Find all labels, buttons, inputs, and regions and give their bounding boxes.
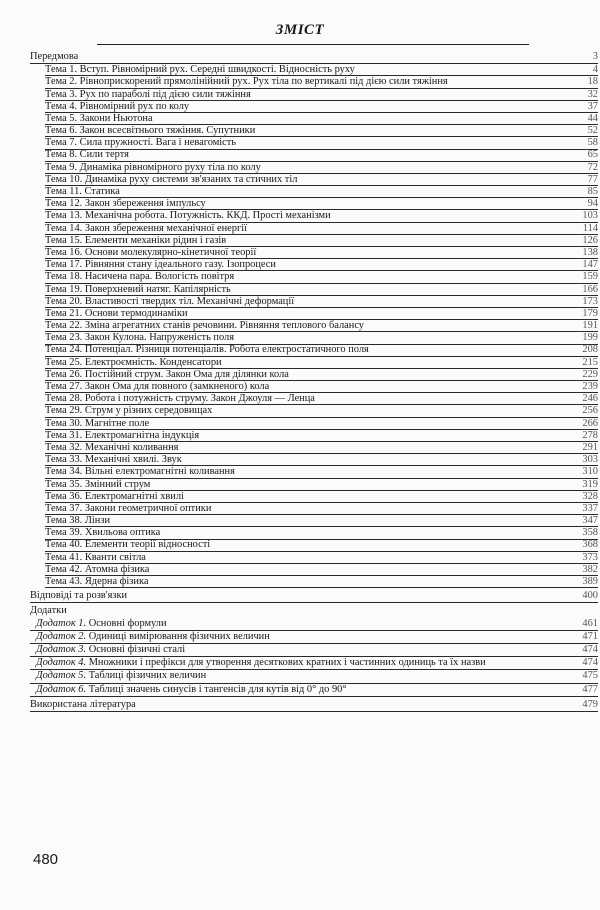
toc-entry-page: 159	[582, 271, 598, 283]
toc-entry-title: Тема 8. Сили тертя	[45, 149, 129, 161]
toc-entry	[30, 64, 598, 76]
toc-entry	[30, 198, 598, 210]
toc-entry-page: 65	[587, 149, 598, 161]
toc-entry	[30, 223, 598, 235]
toc-entry-title: Тема 27. Закон Ома для повного (замкненого) кола	[45, 381, 270, 393]
toc-entry-title: Тема 18. Насичена пара. Вологість повітря	[45, 271, 235, 283]
toc-entry-title: Тема 13. Механічна робота. Потужність. ККД. Прості механізми	[45, 210, 331, 222]
toc-entry	[30, 479, 598, 491]
toc-entry	[30, 657, 598, 670]
table-of-contents	[30, 51, 598, 712]
toc-entry-page: 474	[582, 643, 598, 655]
toc-entry	[30, 345, 598, 357]
toc-entry-page: 3	[592, 50, 598, 62]
toc-entry-title: Тема 17. Рівняння стану ідеального газу. Ізопроцеси	[45, 259, 276, 271]
appendix-prefix: Додаток 5.	[36, 670, 87, 682]
toc-entry-title: Тема 34. Вільні електромагнітні коливання	[45, 466, 235, 478]
toc-entry-title: Тема 29. Струм у різних середовищах	[45, 405, 213, 417]
toc-entry-page: 147	[582, 259, 598, 271]
appendix-prefix: Додаток 6.	[36, 683, 87, 695]
toc-entry	[30, 684, 598, 697]
toc-entry-title: Тема 19. Поверхневий натяг. Капілярність	[45, 283, 231, 295]
toc-entry	[30, 320, 598, 332]
toc-entry	[30, 644, 598, 657]
toc-entry-page: 347	[582, 515, 598, 527]
toc-entry-title: Тема 1. Вступ. Рівномірний рух. Середні швидкості. Відносність руху	[45, 64, 355, 76]
toc-entry-title: Тема 26. Постійний струм. Закон Ома для ділянки кола	[45, 368, 289, 380]
toc-entry	[30, 491, 598, 503]
toc-entry	[30, 552, 598, 564]
toc-entry-title: Тема 11. Статика	[45, 186, 120, 198]
toc-entry	[30, 76, 598, 88]
toc-entry-title: Додаток 2. Одиниці вимірювання фізичних величин	[36, 630, 270, 642]
toc-entry-title: Тема 20. Властивості твердих тіл. Механічні деформації	[45, 295, 295, 307]
toc-entry	[30, 576, 598, 588]
page-title: ЗМІСТ	[275, 22, 325, 38]
toc-entry-page: 319	[582, 478, 598, 490]
toc-entry-page: 85	[587, 186, 598, 198]
toc-entry-title: Тема 25. Електроємність. Конденсатори	[45, 356, 222, 368]
toc-entry-title: Тема 7. Сила пружності. Вага і невагомість	[45, 137, 237, 149]
appendix-prefix: Додаток 2.	[36, 630, 87, 642]
toc-entry	[30, 51, 598, 64]
toc-entry	[30, 369, 598, 381]
toc-entry	[30, 527, 598, 539]
toc-entry-page: 4	[592, 64, 598, 76]
toc-entry-page: 389	[582, 576, 598, 588]
toc-entry-title: Тема 35. Змінний струм	[45, 478, 151, 490]
toc-entry-title: Тема 32. Механічні коливання	[45, 441, 179, 453]
toc-entry	[30, 631, 598, 644]
toc-entry-page: 199	[582, 332, 598, 344]
toc-entry	[30, 332, 598, 344]
toc-entry-page: 239	[582, 381, 598, 393]
toc-entry-title: Тема 36. Електромагнітні хвилі	[45, 490, 184, 502]
toc-entry-title: Тема 4. Рівномірний рух по колу	[45, 100, 190, 112]
toc-entry-title: Тема 37. Закони геометричної оптики	[45, 502, 212, 514]
toc-entry	[30, 605, 598, 617]
toc-entry-title: Додаток 3. Основні фізичні сталі	[36, 643, 186, 655]
toc-entry-title: Відповіді та розв'язки	[30, 590, 128, 602]
toc-entry	[30, 442, 598, 454]
toc-entry-title: Тема 38. Лінзи	[45, 515, 111, 527]
toc-entry-title: Тема 33. Механічні хвилі. Звук	[45, 454, 182, 466]
toc-entry	[30, 515, 598, 527]
toc-entry-title: Тема 39. Хвильова оптика	[45, 527, 161, 539]
toc-entry-page: 138	[582, 246, 598, 258]
toc-entry-title: Тема 30. Магнітне поле	[45, 417, 150, 429]
toc-entry-title: Додаток 4. Множники і префікси для утворення десяткових кратних і частинних одиниць та їх назви	[36, 657, 486, 669]
appendix-prefix: Додаток 3.	[36, 643, 87, 655]
toc-entry-page: 479	[582, 698, 598, 710]
toc-entry-title: Тема 42. Атомна фізика	[45, 563, 150, 575]
toc-entry-title: Додаток 1. Основні формули	[36, 617, 167, 629]
toc-entry-page: 471	[582, 630, 598, 642]
toc-entry-page: 474	[582, 657, 598, 669]
toc-entry	[30, 618, 598, 631]
toc-entry	[30, 466, 598, 478]
toc-entry-page: 291	[582, 441, 598, 453]
toc-entry	[30, 284, 598, 296]
toc-entry	[30, 247, 598, 259]
toc-entry-title: Тема 12. Закон збереження імпульсу	[45, 198, 206, 210]
toc-entry-page: 328	[582, 490, 598, 502]
toc-entry-page: 215	[582, 356, 598, 368]
toc-entry	[30, 454, 598, 466]
toc-entry-title: Додаток 6. Таблиці значень синусів і тангенсів для кутів від 0° до 90°	[36, 683, 347, 695]
toc-entry-page: 94	[587, 198, 598, 210]
toc-entry-title: Тема 14. Закон збереження механічної енергії	[45, 222, 248, 234]
toc-entry-page: 166	[582, 283, 598, 295]
toc-entry	[30, 308, 598, 320]
toc-entry	[30, 235, 598, 247]
toc-entry-page: 382	[582, 563, 598, 575]
toc-entry-page: 18	[587, 76, 598, 88]
appendix-prefix: Додаток 1.	[36, 617, 87, 629]
toc-entry	[30, 137, 598, 149]
toc-entry	[30, 89, 598, 101]
toc-entry-title: Тема 21. Основи термодинаміки	[45, 307, 188, 319]
toc-entry-title: Тема 9. Динаміка рівномірного руху тіла по колу	[45, 161, 261, 173]
toc-entry	[30, 670, 598, 683]
toc-entry-page: 44	[587, 112, 598, 124]
toc-entry-page: 208	[582, 344, 598, 356]
toc-entry-page: 368	[582, 539, 598, 551]
toc-entry	[30, 150, 598, 162]
toc-entry-title: Тема 15. Елементи механіки рідин і газів	[45, 234, 227, 246]
toc-entry-page: 103	[582, 210, 598, 222]
toc-entry-page: 126	[582, 234, 598, 246]
toc-entry	[30, 699, 598, 712]
toc-entry	[30, 357, 598, 369]
toc-entry-title: Використана література	[30, 698, 136, 710]
toc-entry-title: Тема 40. Елементи теорії відносності	[45, 539, 211, 551]
toc-entry-page: 358	[582, 527, 598, 539]
toc-entry	[30, 210, 598, 222]
toc-entry-title: Тема 5. Закони Ньютона	[45, 112, 153, 124]
toc-entry	[30, 271, 598, 283]
toc-entry-page: 475	[582, 670, 598, 682]
toc-entry	[30, 113, 598, 125]
toc-entry	[30, 186, 598, 198]
toc-entry	[30, 540, 598, 552]
toc-entry-title: Тема 3. Рух по параболі під дією сили тяжіння	[45, 88, 251, 100]
toc-entry-page: 266	[582, 417, 598, 429]
toc-entry-title: Тема 10. Динаміка руху системи зв'язаних та стичних тіл	[45, 173, 298, 185]
toc-entry-title: Додатки	[30, 605, 67, 617]
toc-entry-page: 400	[582, 590, 598, 602]
toc-entry-title: Тема 28. Робота і потужність струму. Закон Джоуля — Ленца	[45, 393, 315, 405]
toc-entry	[30, 162, 598, 174]
toc-entry	[30, 101, 598, 113]
toc-entry-page: 310	[582, 466, 598, 478]
title-underline	[97, 44, 529, 45]
toc-entry-title: Тема 43. Ядерна фізика	[45, 576, 149, 588]
toc-entry-title: Тема 16. Основи молекулярно-кінетичної теорії	[45, 246, 257, 258]
toc-entry	[30, 381, 598, 393]
toc-entry-page: 77	[587, 173, 598, 185]
toc-entry-page: 114	[582, 222, 598, 234]
toc-entry-title: Тема 31. Електромагнітна індукція	[45, 429, 200, 441]
toc-entry-page: 373	[582, 551, 598, 563]
toc-entry	[30, 590, 598, 603]
toc-entry-page: 72	[587, 161, 598, 173]
toc-entry-title: Додаток 5. Таблиці фізичних величин	[36, 670, 207, 682]
toc-entry-title: Тема 24. Потенціал. Різниця потенціалів. Робота електростатичного поля	[45, 344, 369, 356]
toc-entry-page: 246	[582, 393, 598, 405]
toc-entry	[30, 174, 598, 186]
toc-entry-page: 229	[582, 368, 598, 380]
toc-entry-title: Тема 41. Кванти світла	[45, 551, 146, 563]
toc-entry-page: 173	[582, 295, 598, 307]
toc-entry-page: 58	[587, 137, 598, 149]
appendix-prefix: Додаток 4.	[36, 657, 87, 669]
toc-entry-page: 256	[582, 405, 598, 417]
toc-entry	[30, 405, 598, 417]
toc-entry-page: 191	[582, 320, 598, 332]
toc-entry-page: 461	[582, 617, 598, 629]
toc-entry-page: 337	[582, 502, 598, 514]
toc-entry-title: Тема 23. Закон Кулона. Напруженість поля	[45, 332, 235, 344]
toc-entry	[30, 296, 598, 308]
toc-entry-title: Тема 22. Зміна агрегатних станів речовини. Рівняння теплового балансу	[45, 320, 364, 332]
toc-entry-page: 52	[587, 125, 598, 137]
toc-entry	[30, 125, 598, 137]
toc-entry	[30, 503, 598, 515]
toc-entry-title: Тема 6. Закон всесвітнього тяжіння. Супутники	[45, 125, 256, 137]
toc-entry	[30, 393, 598, 405]
toc-entry-title: Тема 2. Рівноприскорений прямолінійний рух. Рух тіла по вертикалі під дією сили тяжіння	[45, 76, 448, 88]
toc-entry-page: 179	[582, 307, 598, 319]
toc-entry-page: 477	[582, 683, 598, 695]
toc-entry-page: 303	[582, 454, 598, 466]
toc-entry	[30, 418, 598, 430]
page-number: 480	[33, 851, 59, 868]
toc-entry	[30, 259, 598, 271]
toc-entry	[30, 564, 598, 576]
toc-entry-title: Передмова	[30, 50, 79, 62]
toc-entry-page: 278	[582, 429, 598, 441]
toc-entry-page: 32	[587, 88, 598, 100]
toc-entry-page: 37	[587, 100, 598, 112]
toc-entry	[30, 430, 598, 442]
